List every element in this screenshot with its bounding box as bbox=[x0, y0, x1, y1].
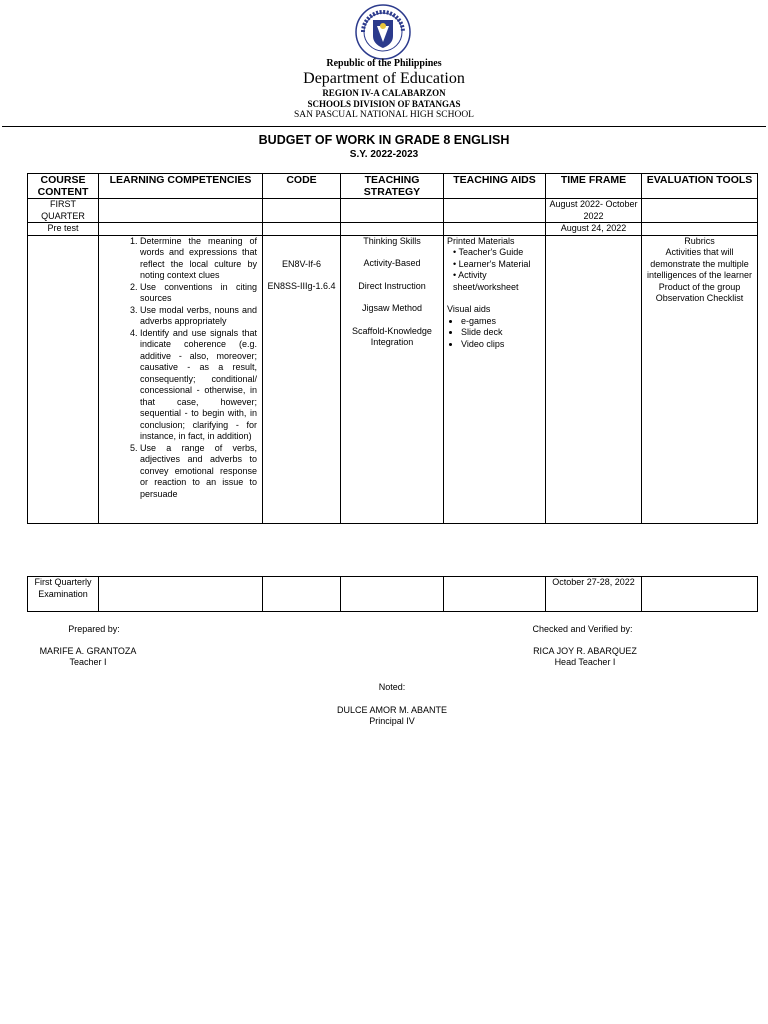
deped-seal-logo bbox=[355, 4, 411, 60]
strategy-item: Scaffold-Knowledge Integration bbox=[352, 325, 432, 347]
header-teaching-strategy: TEACHING STRATEGY bbox=[341, 174, 444, 199]
table-row bbox=[28, 199, 758, 223]
aid-item: • Video clips bbox=[461, 339, 542, 351]
competency-item: 4. Identify and use signals that indicate coherence (e.g. additive - also, moreover; causative - as a result, consequently; conditional/ concessional - otherwise, in that case, however; sequential - to begin with, in conclusion; clarifying - for instance, in fact, in addition) bbox=[140, 328, 259, 443]
codes-cell bbox=[263, 235, 341, 523]
table-row bbox=[28, 235, 758, 523]
table-header-row bbox=[28, 174, 758, 199]
course-first-quarter: FIRST QUARTER bbox=[28, 199, 99, 223]
noted-name: DULCE AMOR M. ABANTE bbox=[336, 705, 448, 715]
division-line: SCHOOLS DIVISION OF BATANGAS bbox=[307, 99, 461, 109]
aid-item: • Teacher's Guide bbox=[453, 247, 542, 259]
time-frame-pretest: August 24, 2022 bbox=[546, 223, 642, 236]
checked-by-name: RICA JOY R. ABARQUEZ bbox=[533, 646, 637, 656]
aid-item: • Activity sheet/worksheet bbox=[453, 270, 542, 293]
competencies-list bbox=[102, 236, 259, 501]
document-title: BUDGET OF WORK IN GRADE 8 ENGLISH bbox=[258, 133, 510, 147]
republic-line: Republic of the Philippines bbox=[326, 58, 442, 69]
header-time-frame: TIME FRAME bbox=[546, 174, 642, 199]
strategy-item: Activity-Based bbox=[363, 258, 421, 268]
evaluation-item: Product of the group bbox=[658, 281, 741, 292]
competency-item: 1. Determine the meaning of words and expressions that reflect the local culture by noting context clues bbox=[140, 236, 259, 282]
printed-materials-label: Printed Materials bbox=[447, 235, 515, 246]
code-value: EN8V-If-6 bbox=[281, 258, 321, 269]
noted-label: Noted: bbox=[378, 682, 406, 692]
aid-item: • Slide deck bbox=[461, 327, 542, 339]
aid-item: • e-games bbox=[461, 316, 542, 328]
printed-materials-list bbox=[447, 247, 542, 293]
aid-item: • Learner's Material bbox=[453, 259, 542, 271]
region-line: REGION IV-A CALABARZON bbox=[322, 88, 446, 98]
evaluation-item: Activities that will demonstrate the multiple intelligences of the learner bbox=[646, 247, 753, 280]
visual-aids-label: Visual aids bbox=[447, 304, 491, 314]
header-code: CODE bbox=[263, 174, 341, 199]
course-pre-test: Pre test bbox=[28, 223, 99, 236]
header-teaching-aids: TEACHING AIDS bbox=[444, 174, 546, 199]
strategy-item: Jigsaw Method bbox=[361, 303, 423, 313]
school-year: S.Y. 2022-2023 bbox=[349, 149, 419, 160]
competency-item: 3. Use modal verbs, nouns and adverbs appropriately bbox=[140, 305, 259, 328]
checked-by-label: Checked and Verified by: bbox=[532, 624, 633, 634]
course-first-quarterly-exam: First Quarterly Examination bbox=[28, 577, 99, 612]
school-name: SAN PASCUAL NATIONAL HIGH SCHOOL bbox=[294, 110, 474, 120]
prepared-by-title: Teacher I bbox=[69, 657, 107, 667]
teaching-aids-cell bbox=[444, 235, 546, 523]
prepared-by-name: MARIFE A. GRANTOZA bbox=[39, 646, 137, 656]
table-row bbox=[28, 577, 758, 612]
competency-item: 2. Use conventions in citing sources bbox=[140, 282, 259, 305]
evaluation-item: Rubrics bbox=[684, 235, 715, 246]
header-evaluation-tools: EVALUATION TOOLS bbox=[642, 174, 758, 199]
time-frame-exam: October 27-28, 2022 bbox=[546, 577, 642, 612]
strategy-item: Thinking Skills bbox=[363, 235, 421, 246]
strategy-item: Direct Instruction bbox=[358, 280, 426, 291]
checked-by-title: Head Teacher I bbox=[554, 657, 616, 667]
evaluation-cell bbox=[642, 235, 758, 523]
strategies-cell bbox=[341, 235, 444, 523]
visual-aids-list bbox=[447, 316, 542, 351]
header-course-content: COURSE CONTENT bbox=[28, 174, 99, 199]
examination-table bbox=[27, 576, 758, 612]
header-learning-competencies: LEARNING COMPETENCIES bbox=[99, 174, 263, 199]
time-frame-quarter: August 2022- October 2022 bbox=[546, 199, 642, 223]
noted-title: Principal IV bbox=[369, 716, 415, 726]
evaluation-item: Observation Checklist bbox=[655, 293, 744, 303]
code-value: EN8SS-IIIg-1.6.4 bbox=[267, 281, 336, 291]
competencies-cell bbox=[99, 235, 263, 523]
table-row bbox=[28, 223, 758, 236]
prepared-by-label: Prepared by: bbox=[68, 624, 120, 634]
department-name: Department of Education bbox=[303, 70, 465, 87]
header-divider bbox=[2, 126, 766, 127]
competency-item: 5. Use a range of verbs, adjectives and adverbs to convey emotional response or reaction to an issue to persuade bbox=[140, 443, 259, 501]
budget-of-work-table bbox=[27, 173, 758, 524]
